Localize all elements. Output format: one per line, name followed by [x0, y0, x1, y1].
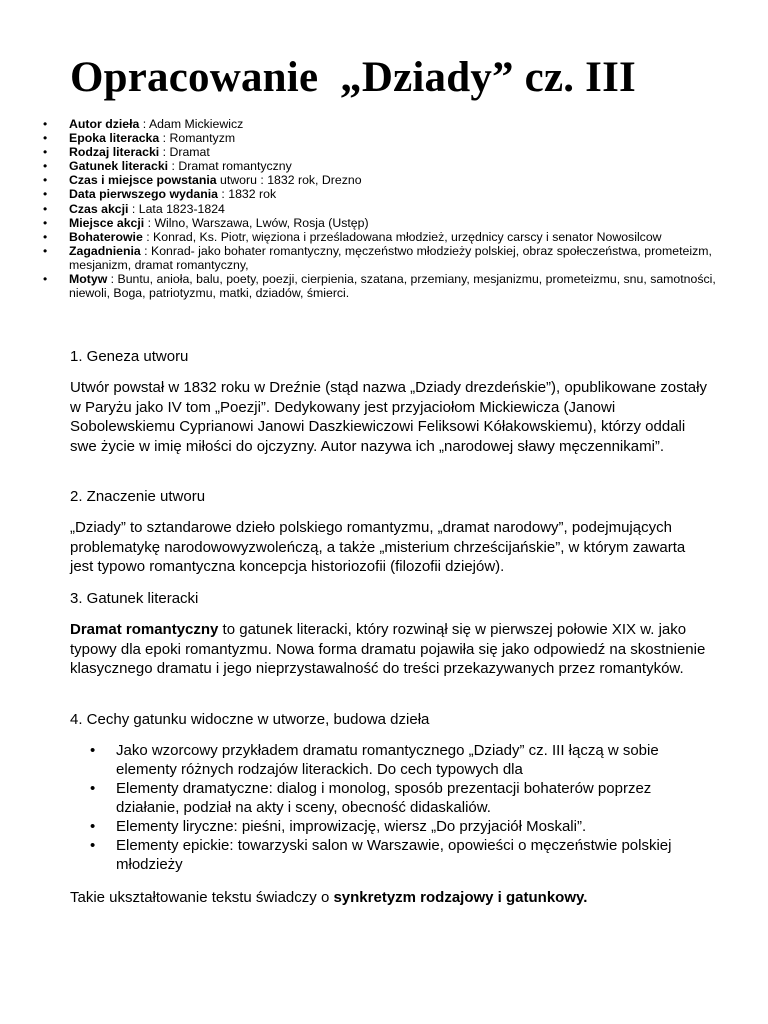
section-text-genre: [70, 620, 710, 679]
meta-label: Motyw: [69, 272, 108, 287]
meta-label: Bohaterowie: [69, 229, 143, 244]
meta-item: [43, 202, 733, 216]
meta-separator: :: [159, 145, 170, 160]
meta-value: Lata 1823-1824: [138, 201, 225, 216]
meta-label: Zagadnienia: [69, 243, 141, 258]
meta-separator: :: [128, 201, 139, 216]
metadata-list: [43, 117, 733, 300]
meta-label: Gatunek literacki: [69, 159, 169, 174]
meta-value: Dramat: [169, 145, 210, 160]
meta-value: Konrad- jako bohater romantyczny, męczeństwo młodzieży polskiej, obraz społeczeństwa, prometeizm, mesjanizm, dramat romantyczny,: [69, 243, 712, 272]
section-text-genesis: Utwór powstał w 1832 roku w Dreźnie (stąd nazwa „Dziady drezdeńskie”), opublikowane zostały w Paryżu jako IV tom „Poezji”. Dedykowany jest przyjaciołom Mickiewicza (Janowi Sobolewskiemu Cyprianowi Janowi Daszkiewiczowi Feliksowi Kółakowskiemu), którzy oddali swe życie w imię miłości do ojczyzny. Autor nazywa ich „narodowej sławy męczennikami”.: [70, 379, 707, 455]
meta-label: Czas i miejsce powstania: [69, 173, 217, 188]
meta-value: Konrad, Ks. Piotr, więziona i prześladowana młodzież, urzędnicy carscy i senator Nowosilcow: [153, 229, 662, 244]
meta-value: Buntu, anioła, balu, poety, poezji, cierpienia, szatana, przemiany, mesjanizmu, prometeizmu, snu, samotności, niewoli, Boga, patriotyzmu, matki, dziadów, śmierci.: [69, 272, 716, 301]
meta-item: [43, 244, 733, 272]
meta-label: Miejsce akcji: [69, 215, 145, 230]
meta-value: utworu : 1832 rok, Drezno: [220, 173, 362, 188]
section-heading-significance: 2. Znaczenie utworu: [70, 488, 206, 505]
meta-label: Czas akcji: [69, 201, 129, 216]
meta-item: [43, 272, 733, 300]
closing-text: [70, 888, 710, 908]
meta-separator: :: [168, 159, 179, 174]
meta-separator: :: [142, 229, 154, 244]
meta-item: [43, 159, 733, 173]
meta-item: [43, 216, 733, 230]
meta-item: [43, 230, 733, 244]
meta-value: Dramat romantyczny: [178, 159, 292, 174]
list-item: • Jako wzorcowy przykładem dramatu romantycznego „Dziady” cz. III łączą w sobie elementy różnych rodzajów literackich. Do cech typowych dla: [90, 741, 710, 779]
meta-label: Rodzaj literacki: [69, 145, 160, 160]
section-heading-features: 4. Cechy gatunku widoczne w utworze, budowa dzieła: [70, 711, 430, 728]
closing-sentence: Takie ukształtowanie tekstu świadczy o: [70, 889, 334, 906]
list-item: • Elementy dramatyczne: dialog i monolog, sposób prezentacji bohaterów poprzez działanie, podział na akty i sceny, obecność didaskaliów.: [90, 779, 710, 817]
section-heading-genesis: 1. Geneza utworu: [70, 348, 189, 365]
list-item: • Elementy epickie: towarzyski salon w Warszawie, opowieści o męczeństwie polskiej młodzieży: [90, 836, 710, 874]
meta-item: [43, 187, 733, 201]
meta-item: [43, 131, 733, 145]
meta-value: Romantyzm: [169, 131, 236, 146]
meta-value: Wilno, Warszawa, Lwów, Rosja (Ustęp): [154, 215, 369, 230]
meta-item: [43, 145, 733, 159]
meta-label: Epoka literacka: [69, 131, 160, 146]
meta-item: [43, 173, 733, 187]
meta-value: Adam Mickiewicz: [148, 117, 244, 131]
meta-separator: :: [159, 131, 170, 146]
meta-value: 1832 rok: [228, 187, 277, 202]
section-heading-genre: 3. Gatunek literacki: [70, 590, 199, 607]
meta-label: Data pierwszego wydania: [69, 187, 218, 202]
section-text-significance: „Dziady” to sztandarowe dzieło polskiego romantyzmu, „dramat narodowy”, podejmujących problematykę narodowowyzwoleńczą, a także „misterium chrześcijańskie”, w którym zawarta jest typowo romantyczna koncepcja historiozofii (filozofii dziejów).: [70, 519, 686, 575]
meta-separator: :: [139, 117, 149, 131]
genre-term: Dramat romantyczny: [70, 621, 219, 638]
features-list: [90, 741, 710, 874]
meta-separator: :: [144, 215, 155, 230]
genre-definition: to gatunek literacki, który rozwinął się w pierwszej połowie XIX w. jako typowy dla epoki romantyzmu. Nowa forma dramatu pojawiła się jako odpowiedź na skostnienie klasycznego dramatu i jego nieprzystawalność do treści przekazywanych przez romantyków.: [70, 621, 706, 677]
meta-separator: :: [217, 187, 229, 202]
meta-separator: :: [140, 243, 151, 258]
document-title: Opracowanie „Dziady” cz. III: [70, 54, 636, 101]
list-item: • Elementy liryczne: pieśni, improwizację, wiersz „Do przyjaciół Moskali”.: [90, 817, 710, 836]
closing-emphasis: synkretyzm rodzajowy i gatunkowy.: [333, 889, 588, 906]
meta-separator: :: [107, 272, 118, 287]
meta-item: [43, 117, 733, 131]
meta-label: Autor dzieła: [69, 117, 140, 131]
